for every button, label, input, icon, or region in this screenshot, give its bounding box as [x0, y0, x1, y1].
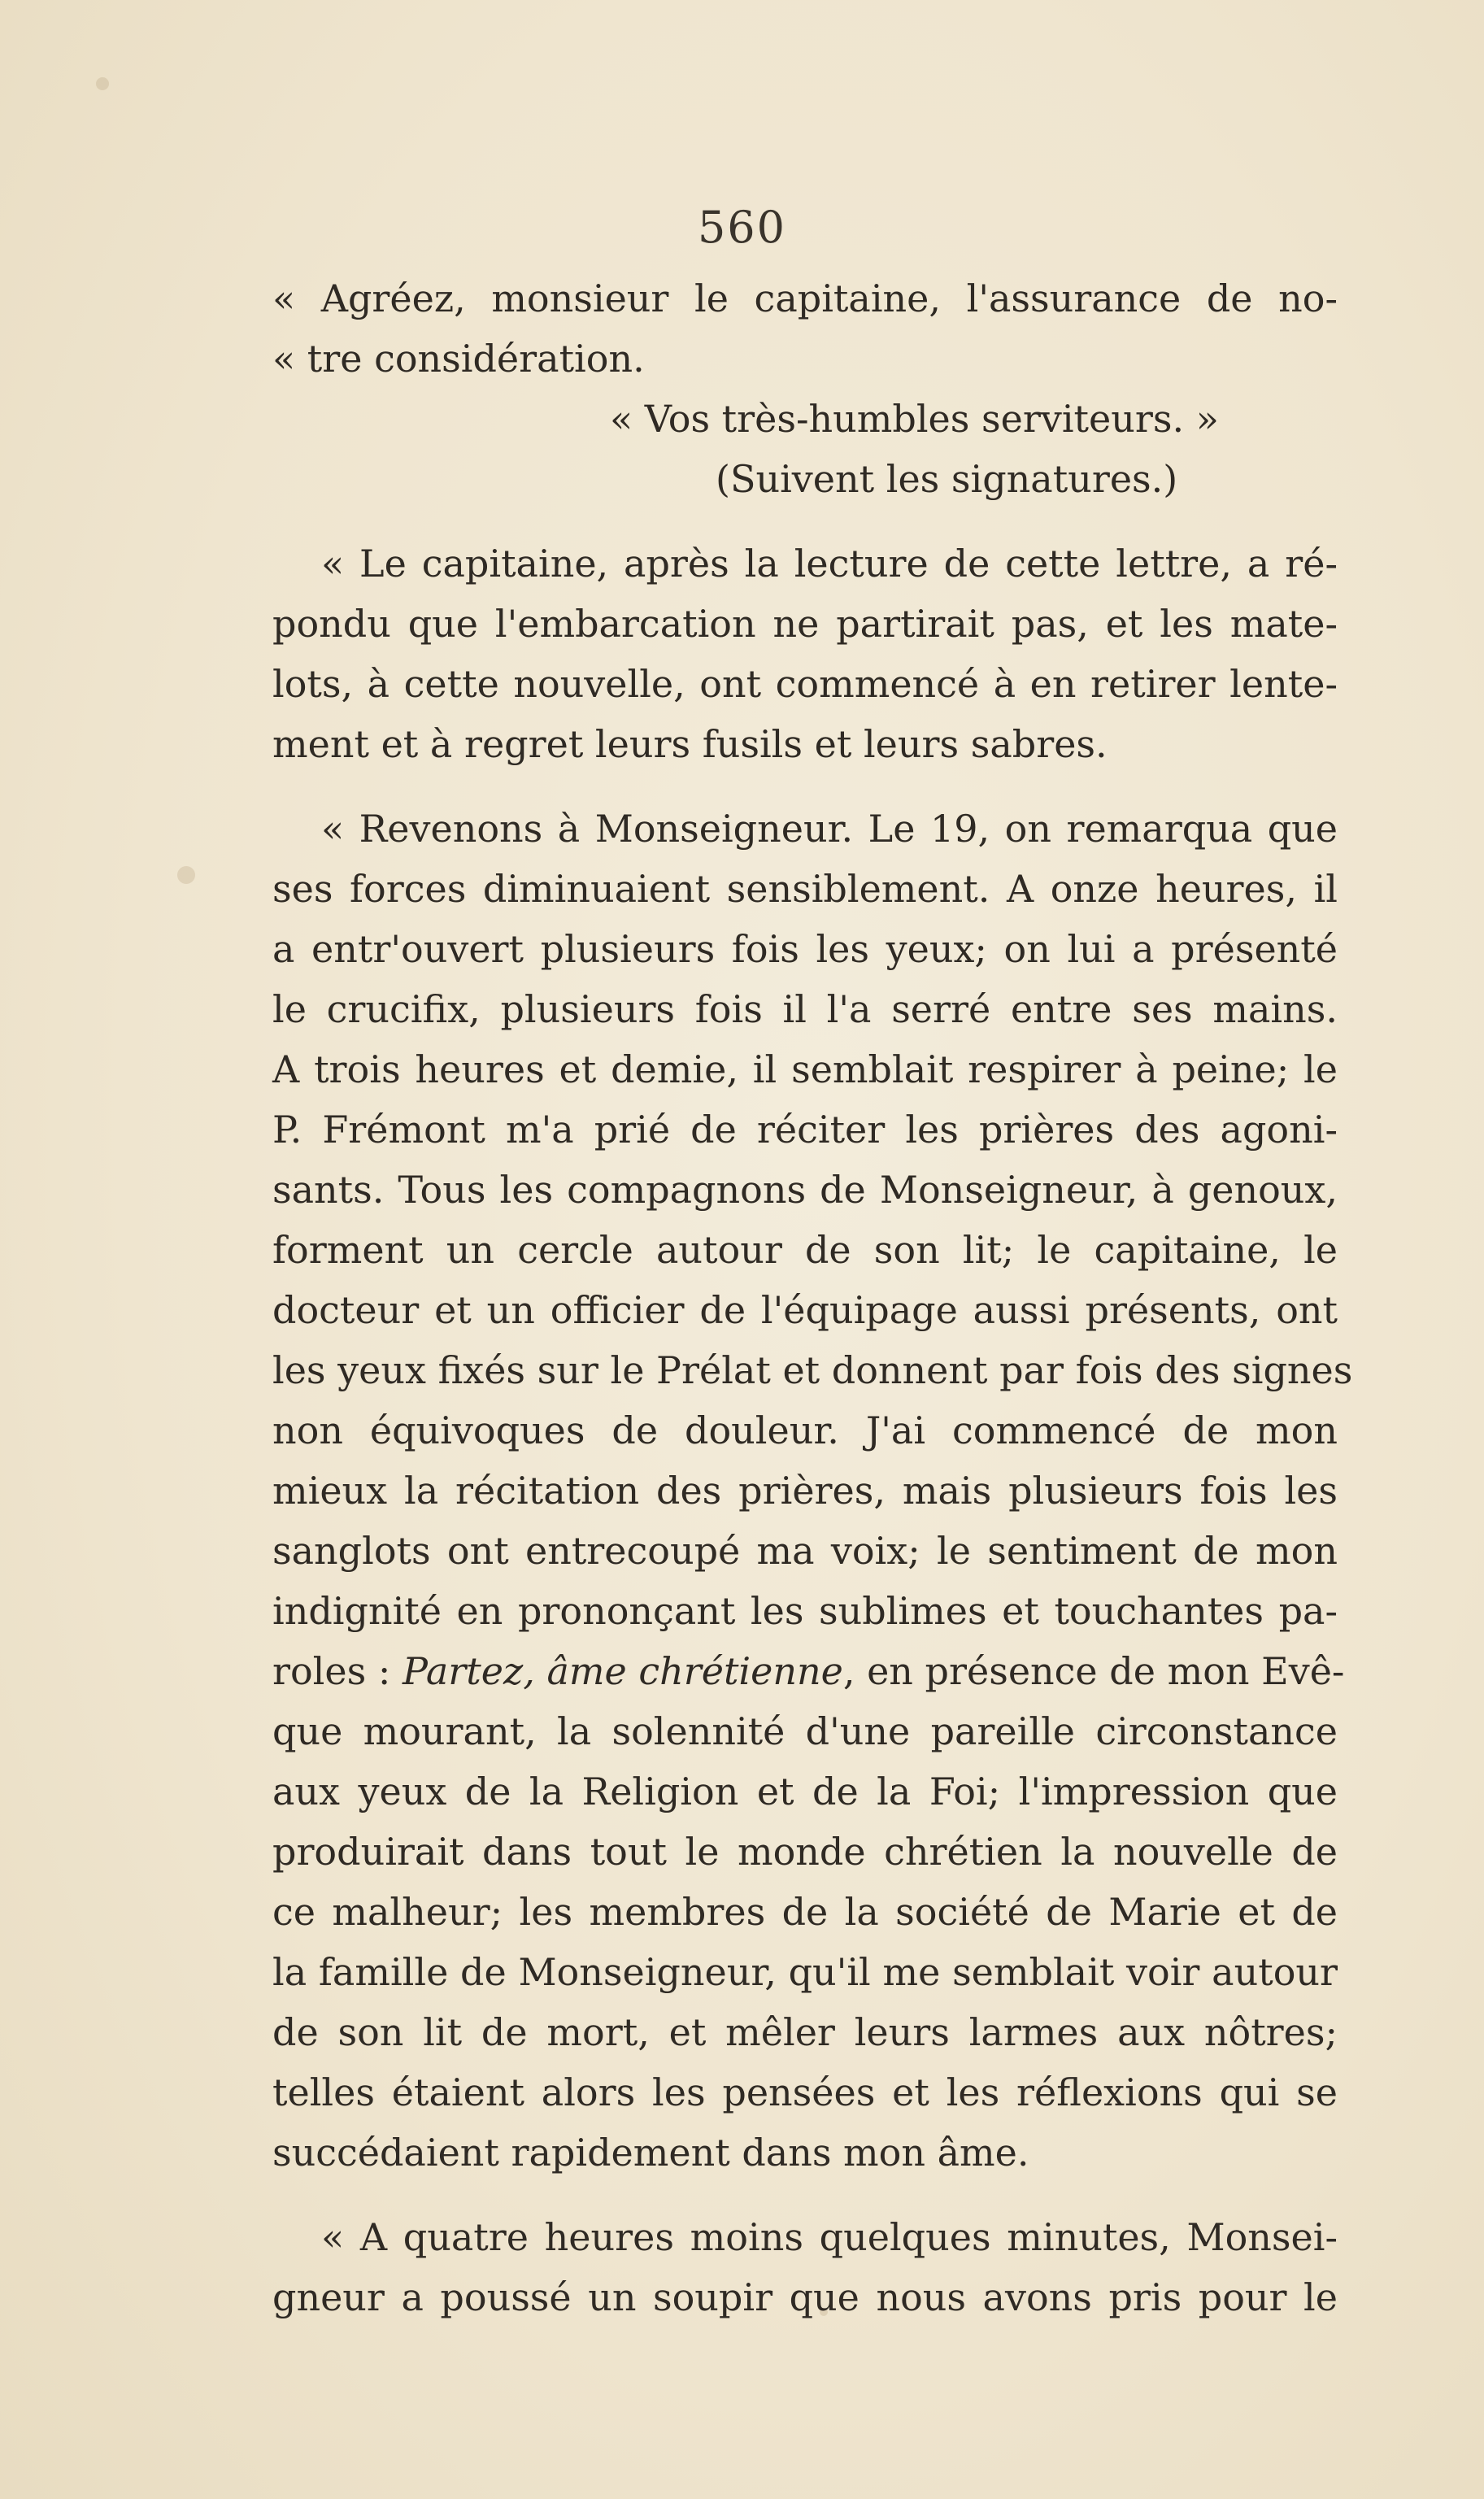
text-line: ce malheur; les membres de la société de Marie et de [272, 1890, 1338, 1934]
text-line: la famille de Monseigneur, qu'il me semblait voir autour [272, 1950, 1338, 1994]
text-line: ment et à regret leurs fusils et leurs sabres. [272, 722, 1108, 766]
text-line: docteur et un officier de l'équipage aussi présents, ont [272, 1288, 1338, 1332]
text-line: « tre considération. [272, 337, 645, 381]
text-line: telles étaient alors les pensées et les réflexions qui se [272, 2070, 1338, 2114]
paper-stain [96, 77, 109, 90]
text-line: ses forces diminuaient sensiblement. A onze heures, il [272, 867, 1338, 911]
text-line: aux yeux de la Religion et de la Foi; l'impression que [272, 1770, 1338, 1813]
text-line: « Agréez, monsieur le capitaine, l'assurance de no- [272, 276, 1338, 320]
text-line: succédaient rapidement dans mon âme. [272, 2131, 1029, 2175]
text-line: lots, à cette nouvelle, ont commencé à en retirer lente- [272, 662, 1338, 706]
text-line: pondu que l'embarcation ne partirait pas, et les mate- [272, 602, 1338, 646]
text-line: mieux la récitation des prières, mais plusieurs fois les [272, 1469, 1338, 1513]
text-line: sanglots ont entrecoupé ma voix; le sentiment de mon [272, 1529, 1338, 1573]
text-line: a entr'ouvert plusieurs fois les yeux; on lui a présenté [272, 927, 1338, 971]
body-text [272, 268, 1353, 2327]
text-line-signatures: (Suivent les signatures.) [716, 457, 1178, 501]
text-line: A trois heures et demie, il semblait respirer à peine; le [272, 1047, 1338, 1091]
text-line: que mourant, la solennité d'une pareille circonstance [272, 1709, 1338, 1753]
text-line: gneur a poussé un soupir que nous avons pris pour le [272, 2275, 1338, 2319]
text-line: P. Frémont m'a prié de réciter les prières des agoni- [272, 1108, 1338, 1152]
page-number: 560 [697, 202, 787, 253]
paper-stain [177, 866, 195, 884]
text-line: de son lit de mort, et mêler leurs larmes aux nôtres; [272, 2010, 1338, 2054]
text-line: « Le capitaine, après la lecture de cette lettre, a ré- [321, 542, 1338, 586]
text-line: indignité en prononçant les sublimes et touchantes pa- [272, 1589, 1338, 1633]
text-line-closing: « Vos très-humbles serviteurs. » [610, 397, 1219, 441]
text-line: produirait dans tout le monde chrétien la nouvelle de [272, 1830, 1338, 1874]
text-line: « A quatre heures moins quelques minutes, Monsei- [321, 2215, 1338, 2259]
text-line: forment un cercle autour de son lit; le capitaine, le [272, 1228, 1338, 1272]
text-line: non équivoques de douleur. J'ai commencé de mon [272, 1408, 1338, 1452]
text-line: le crucifix, plusieurs fois il l'a serré entre ses mains. [272, 987, 1338, 1031]
text-run: , en présence de mon Evê- [842, 1649, 1345, 1693]
text-line: sants. Tous les compagnons de Monseigneur, à genoux, [272, 1168, 1338, 1212]
text-line-with-italic [272, 1641, 1345, 1701]
text-line: « Revenons à Monseigneur. Le 19, on remarqua que [321, 807, 1338, 851]
text-run: roles : [272, 1649, 403, 1693]
italic-quote: Partez, âme chrétienne [402, 1649, 843, 1693]
text-line: les yeux fixés sur le Prélat et donnent par fois des signes [272, 1348, 1353, 1392]
